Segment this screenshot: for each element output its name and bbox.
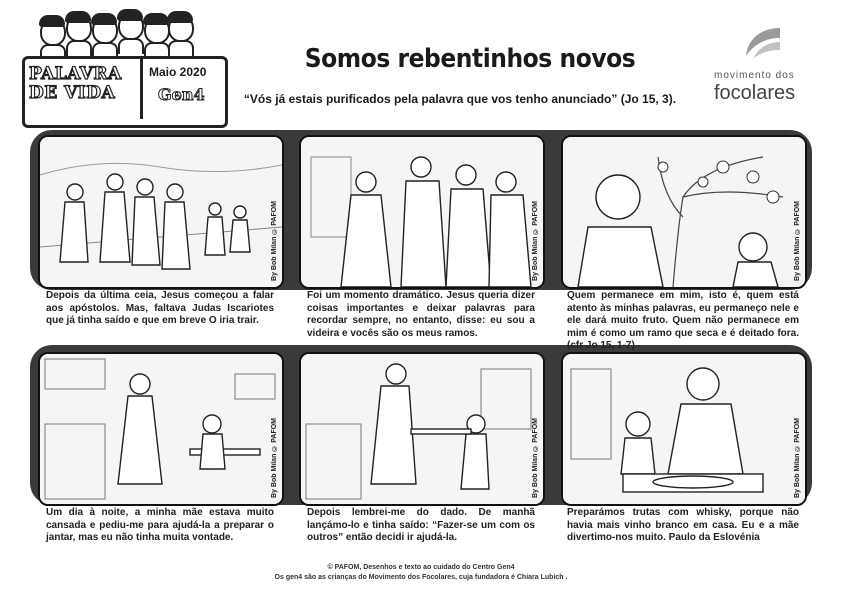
vine-branches-illustration (563, 137, 805, 287)
comic-panel-4 (38, 352, 284, 506)
jesus-speaking-illustration (301, 137, 543, 287)
gen4-mark: Gen4 (158, 85, 205, 104)
panel-4-caption: Um dia à noite, a minha mãe estava muito cansada e pediu-me para ajudá-la a preparar o jantar, mas eu não tinha muita vontade. (46, 507, 274, 543)
focolares-mark-icon (740, 24, 784, 62)
apostles-walking-illustration (40, 137, 282, 287)
comic-panel-5 (299, 352, 545, 506)
art-credit: By Bob Milan © PAFOM (794, 418, 801, 498)
focolares-logo (700, 20, 820, 110)
kitchen-mother-child-illustration (40, 354, 282, 504)
art-credit: By Bob Milan © PAFOM (271, 201, 278, 281)
panel-6-caption: Preparámos trutas com whisky, porque não havia mais vinho branco em casa. Eu e a mãe divertimo-nos muito. Paulo da Eslovénia (567, 507, 799, 543)
footer-line-1: © PAFOM, Desenhos e texto ao cuidado do Centro Gen4 (327, 564, 515, 571)
org-name-top: movimento dos (714, 70, 795, 81)
panel-5-caption: Depois lembrei-me do dado. De manhã lançámo-lo e tinha saído: “Fazer-se um com os outros” então decidi ir ajudá-la. (307, 507, 535, 543)
issue-month: Maio 2020 (149, 65, 207, 79)
panel-3-caption: Quem permanece em mim, isto é, quem está atento às minhas palavras, eu permaneço nele e ele dará muito fruto. Quem não permanece em mim é como um ramo que seca e é deitado fora. (cfr Jo 15, 1-7) (567, 290, 799, 351)
comic-panel-1 (38, 135, 284, 289)
comic-panel-6 (561, 352, 807, 506)
book-title: PALAVRA DE VIDA (29, 64, 122, 103)
art-credit: By Bob Milan © PAFOM (532, 418, 539, 498)
comic-panel-3 (561, 135, 807, 289)
footer-credits (0, 563, 842, 583)
art-credit: By Bob Milan © PAFOM (271, 418, 278, 498)
comic-panel-2 (299, 135, 545, 289)
page-title: Somos rebentinhos novos (304, 44, 636, 74)
panel-2-caption: Foi um momento dramático. Jesus queria dizer coisas importantes e deixar palavras para recordar sempre, no entanto, disse: eu sou a videira e vocês são os meus ramos. (307, 290, 535, 339)
org-name-main: focolares (714, 82, 796, 104)
child-helping-mother-illustration (301, 354, 543, 504)
footer-line-2: Os gen4 são as crianças do Movimento dos Focolares, cuja fundadora é Chiara Lubich . (274, 574, 568, 581)
art-credit: By Bob Milan © PAFOM (794, 201, 801, 281)
children-illustration (40, 12, 190, 58)
palavra-de-vida-logo (22, 12, 227, 122)
scripture-quote: “Vós já estais purificados pela palavra que vos tenho anunciado” (Jo 15, 3). (243, 92, 677, 106)
art-credit: By Bob Milan © PAFOM (532, 201, 539, 281)
book-graphic (22, 56, 228, 128)
panel-1-caption: Depois da última ceia, Jesus começou a falar aos apóstolos. Mas, faltava Judas Iscariotes que já tinha saído e que em breve O iria trair. (46, 290, 274, 326)
cooking-trout-illustration (563, 354, 805, 504)
